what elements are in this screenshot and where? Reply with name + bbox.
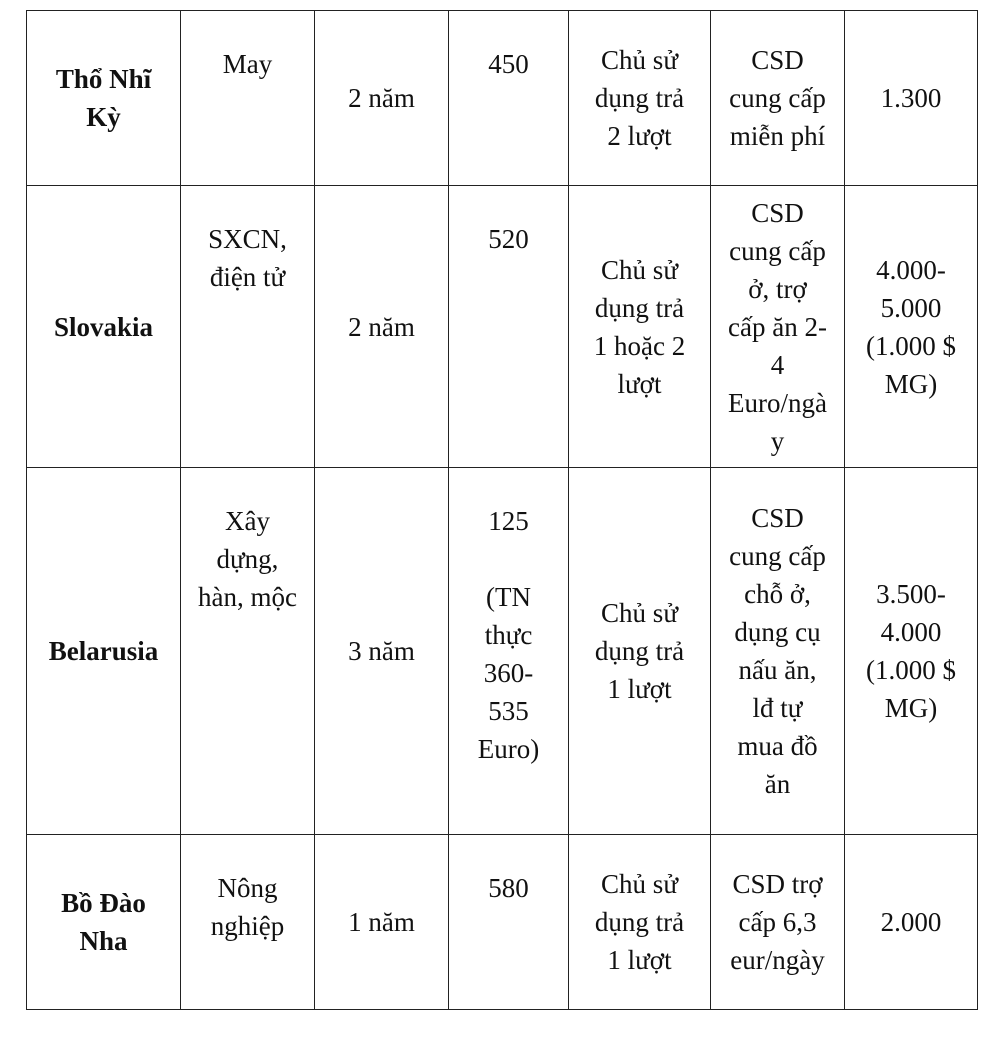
fee-cell (569, 468, 711, 835)
salary-cell (449, 468, 569, 835)
cost-text: 4.000- 5.000 (1.000 $ MG) (866, 254, 956, 399)
cost-cell (845, 468, 978, 835)
salary-text: 125 (TN thực 360- 535 Euro) (477, 506, 540, 764)
duration-text: 1 năm (348, 907, 415, 937)
accommodation-cell (711, 186, 845, 468)
country-name: Slovakia (53, 311, 154, 342)
country-name: Thổ Nhĩ Kỳ (55, 64, 152, 132)
country-name: Belarusia (48, 636, 159, 666)
country-cell (27, 11, 181, 186)
salary-text: 580 (488, 873, 529, 903)
country-cell (27, 835, 181, 1010)
duration-cell (315, 468, 449, 835)
duration-text: 2 năm (348, 311, 415, 342)
salary-cell (449, 11, 569, 186)
industry-cell (181, 835, 315, 1010)
salary-text: 450 (488, 49, 529, 79)
industry-cell (181, 11, 315, 186)
cost-text: 2.000 (880, 907, 942, 937)
table-row (27, 186, 978, 468)
table-row (27, 11, 978, 186)
accommodation-text: CSD cung cấp miễn phí (729, 45, 826, 151)
fee-cell (569, 11, 711, 186)
fee-cell (569, 186, 711, 468)
salary-cell (449, 186, 569, 468)
cost-cell (845, 11, 978, 186)
cost-cell (845, 186, 978, 468)
labor-export-table (26, 10, 978, 1010)
duration-cell (315, 835, 449, 1010)
fee-text: Chủ sử dụng trả 1 lượt (594, 869, 685, 975)
fee-cell (569, 835, 711, 1010)
accommodation-cell (711, 11, 845, 186)
cost-text: 1.300 (880, 83, 942, 113)
duration-cell (315, 186, 449, 468)
fee-text: Chủ sử dụng trả 1 lượt (594, 598, 685, 704)
industry-cell (181, 186, 315, 468)
fee-text: Chủ sử dụng trả 1 hoặc 2 lượt (593, 254, 686, 399)
country-name: Bồ Đào Nha (61, 888, 146, 956)
duration-text: 3 năm (348, 636, 415, 666)
duration-text: 2 năm (348, 83, 415, 113)
fee-text: Chủ sử dụng trả 2 lượt (594, 45, 685, 151)
accommodation-text: CSD cung cấp ở, trợ cấp ăn 2- 4 Euro/ngà y (728, 197, 827, 456)
table-row (27, 468, 978, 835)
accommodation-text: CSD cung cấp chỗ ở, dụng cụ nấu ăn, lđ tự mua đồ ăn (729, 503, 826, 799)
country-cell (27, 186, 181, 468)
accommodation-cell (711, 835, 845, 1010)
duration-cell (315, 11, 449, 186)
accommodation-text: CSD trợ cấp 6,3 eur/ngày (730, 869, 825, 975)
cost-text: 3.500- 4.000 (1.000 $ MG) (866, 579, 956, 723)
industry-text: Nông nghiệp (210, 873, 285, 941)
salary-text: 520 (488, 224, 529, 254)
cost-cell (845, 835, 978, 1010)
table-row (27, 835, 978, 1010)
accommodation-cell (711, 468, 845, 835)
industry-text: May (222, 49, 273, 79)
industry-cell (181, 468, 315, 835)
salary-cell (449, 835, 569, 1010)
country-cell (27, 468, 181, 835)
industry-text: Xây dựng, hàn, mộc (198, 506, 297, 612)
industry-text: SXCN, điện tử (208, 224, 287, 292)
